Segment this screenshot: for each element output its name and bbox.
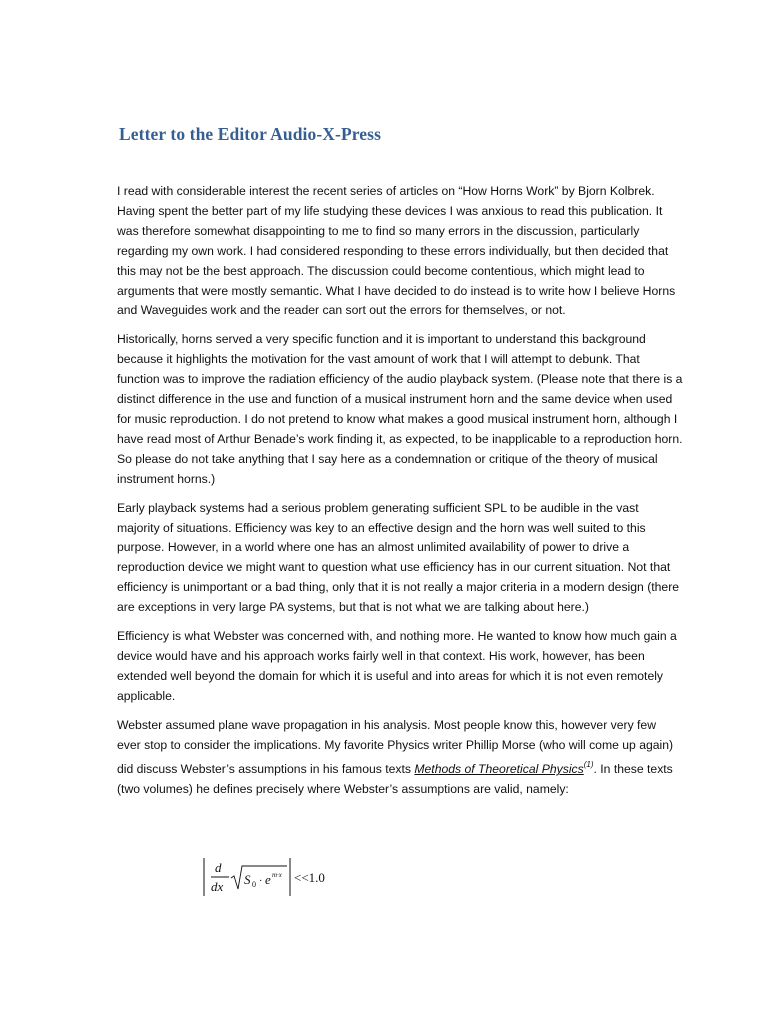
exp-base: e [265,872,271,887]
equation-graphic [202,856,352,900]
paragraph-webster-assumptions [117,716,683,801]
exponent: m·x [272,871,282,879]
paragraph-intro: I read with considerable interest the recent series of articles on “How Horns Work” by Bjorn Kolbrek. Having spent the better part of my life studying these devices I was anxious to read this publication. It was therefore somewhat disappointing to me to find so many errors in the discussion, particularly regarding my own work. I had considered responding to these errors individually, but then decided that this may not be the best approach. The discussion could become contentious, which might lead to arguments that were mostly semantic. What I have decided to do instead is to write how I believe Horns and Waveguides work and the reader can sort out the errors for themselves, or not. [117,184,676,318]
assumptions-text-end: . In these texts (two volumes) he defines precisely where Webster’s assumptions are valid, namely: [117,762,673,797]
fraction-numerator: d [215,860,222,875]
relation-text: <<1.0 [294,870,325,885]
assumptions-text-start: Webster assumed plane wave propagation in his analysis. Most people know this, however very few ever stop to consider the implications. My favorite Physics writer Phillip Morse (who will come up again) did discuss Webster’s assumptions in his famous texts [117,717,674,777]
fraction-denominator: dx [211,879,224,894]
area-subscript: 0 [252,880,256,889]
paragraph-webster-efficiency: Efficiency is what Webster was concerned with, and nothing more. He wanted to know how much gain a device would have and his approach works fairly well in that context. His work, however, has been extended well beyond the domain for which it is useful and into areas for which it is not even remotely applicable. [117,629,677,703]
letter-body [117,182,683,809]
letter-title: Letter to the Editor Audio-X-Press [119,124,381,144]
multiply-dot: · [259,876,263,887]
reference-title: Methods of Theoretical Physics [414,762,584,777]
paragraph-early-systems: Early playback systems had a serious problem generating sufficient SPL to be audible in the vast majority of situations. Efficiency was key to an effective design and the horn was well suited to this purpose. However, in a world where one has an almost unlimited availability of power to drive a reproduction device we might want to question what use efficiency has in our current situation. Not that efficiency is unimportant or a bad thing, only that it is not really a major criteria in a modern design (there are exceptions in very large PA systems, but that is not what we are talking about here.) [117,500,680,615]
area-symbol: S [244,872,251,887]
reference-number: (1) [583,760,594,770]
paragraph-history: Historically, horns served a very specific function and it is important to understand this background because it highlights the motivation for the vast amount of work that I will attempt to debunk. That function was to improve the radiation efficiency of the audio playback system. (Please note that there is a distinct difference in the use and function of a musical instrument horn and the same device when used for music reproduction. I do not pretend to know what makes a good musical instrument horn, although I have read most of Arthur Benade’s work finding it, as expected, to be inapplicable to a reproduction horn. So please do not take anything that I say here as a condemnation or critique of the theory of musical instrument horns.) [117,332,683,486]
